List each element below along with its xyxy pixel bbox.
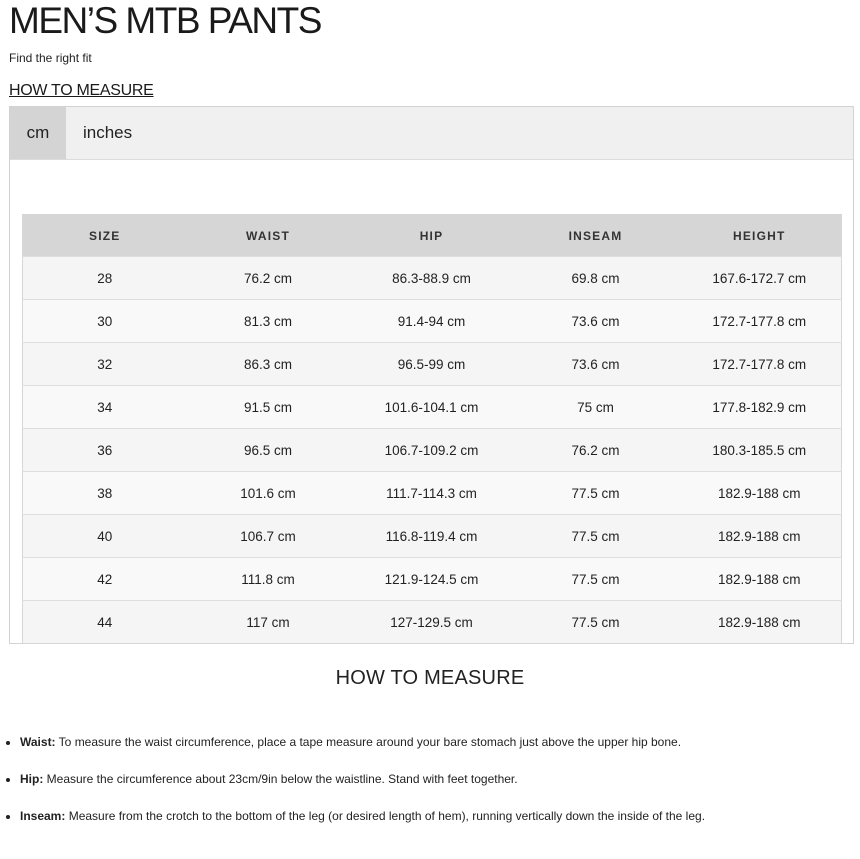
cell-size: 30 bbox=[23, 300, 187, 343]
cell-height: 182.9-188 cm bbox=[678, 558, 842, 601]
table-header-row bbox=[23, 215, 842, 257]
cell-inseam: 76.2 cm bbox=[514, 429, 678, 472]
cell-inseam: 77.5 cm bbox=[514, 472, 678, 515]
size-chart-panel bbox=[9, 106, 854, 644]
table-row bbox=[23, 300, 842, 343]
cell-height: 177.8-182.9 cm bbox=[678, 386, 842, 429]
instruction-inseam bbox=[20, 809, 705, 824]
cell-waist: 76.2 cm bbox=[187, 257, 350, 300]
column-header-hip: HIP bbox=[350, 215, 514, 257]
cell-waist: 117 cm bbox=[187, 601, 350, 644]
cell-inseam: 69.8 cm bbox=[514, 257, 678, 300]
cell-height: 182.9-188 cm bbox=[678, 601, 842, 644]
cell-hip: 127-129.5 cm bbox=[350, 601, 514, 644]
tab-cm[interactable]: cm bbox=[10, 107, 66, 159]
cell-waist: 96.5 cm bbox=[187, 429, 350, 472]
cell-size: 32 bbox=[23, 343, 187, 386]
cell-size: 34 bbox=[23, 386, 187, 429]
cell-hip: 101.6-104.1 cm bbox=[350, 386, 514, 429]
cell-size: 40 bbox=[23, 515, 187, 558]
cell-height: 167.6-172.7 cm bbox=[678, 257, 842, 300]
instruction-hip bbox=[20, 772, 705, 787]
instruction-term: Inseam: bbox=[20, 809, 66, 823]
column-header-height: HEIGHT bbox=[678, 215, 842, 257]
cell-waist: 91.5 cm bbox=[187, 386, 350, 429]
cell-waist: 111.8 cm bbox=[187, 558, 350, 601]
cell-size: 28 bbox=[23, 257, 187, 300]
cell-inseam: 73.6 cm bbox=[514, 343, 678, 386]
cell-hip: 116.8-119.4 cm bbox=[350, 515, 514, 558]
column-header-inseam: INSEAM bbox=[514, 215, 678, 257]
page-subtitle: Find the right fit bbox=[9, 51, 92, 65]
cell-size: 44 bbox=[23, 601, 187, 644]
column-header-waist: WAIST bbox=[187, 215, 350, 257]
instruction-waist bbox=[20, 735, 705, 750]
cell-hip: 86.3-88.9 cm bbox=[350, 257, 514, 300]
table-row bbox=[23, 472, 842, 515]
cell-height: 172.7-177.8 cm bbox=[678, 343, 842, 386]
cell-hip: 96.5-99 cm bbox=[350, 343, 514, 386]
table-row bbox=[23, 343, 842, 386]
instruction-term: Waist: bbox=[20, 735, 56, 749]
cell-height: 180.3-185.5 cm bbox=[678, 429, 842, 472]
cell-size: 36 bbox=[23, 429, 187, 472]
cell-size: 38 bbox=[23, 472, 187, 515]
table-row bbox=[23, 257, 842, 300]
measure-instructions-list bbox=[0, 735, 705, 846]
cell-inseam: 73.6 cm bbox=[514, 300, 678, 343]
size-table bbox=[22, 214, 842, 644]
cell-hip: 111.7-114.3 cm bbox=[350, 472, 514, 515]
table-row bbox=[23, 429, 842, 472]
cell-height: 182.9-188 cm bbox=[678, 472, 842, 515]
table-row bbox=[23, 601, 842, 644]
instruction-text: Measure the circumference about 23cm/9in below the waistline. Stand with feet together. bbox=[43, 772, 518, 786]
cell-waist: 101.6 cm bbox=[187, 472, 350, 515]
table-row bbox=[23, 515, 842, 558]
cell-hip: 121.9-124.5 cm bbox=[350, 558, 514, 601]
cell-inseam: 77.5 cm bbox=[514, 558, 678, 601]
table-row bbox=[23, 386, 842, 429]
instruction-text: To measure the waist circumference, place a tape measure around your bare stomach just above the upper hip bone. bbox=[55, 735, 682, 749]
table-row bbox=[23, 558, 842, 601]
unit-tabs bbox=[10, 107, 853, 160]
cell-waist: 81.3 cm bbox=[187, 300, 350, 343]
cell-inseam: 77.5 cm bbox=[514, 515, 678, 558]
cell-hip: 106.7-109.2 cm bbox=[350, 429, 514, 472]
column-header-size: SIZE bbox=[23, 215, 187, 257]
cell-waist: 86.3 cm bbox=[187, 343, 350, 386]
cell-height: 182.9-188 cm bbox=[678, 515, 842, 558]
cell-height: 172.7-177.8 cm bbox=[678, 300, 842, 343]
cell-inseam: 75 cm bbox=[514, 386, 678, 429]
instruction-term: Hip: bbox=[20, 772, 44, 786]
page-title: MEN’S MTB PANTS bbox=[9, 0, 321, 41]
how-to-measure-link[interactable]: HOW TO MEASURE bbox=[9, 82, 154, 99]
cell-inseam: 77.5 cm bbox=[514, 601, 678, 644]
how-to-measure-heading: HOW TO MEASURE bbox=[335, 667, 525, 689]
cell-hip: 91.4-94 cm bbox=[350, 300, 514, 343]
cell-size: 42 bbox=[23, 558, 187, 601]
cell-waist: 106.7 cm bbox=[187, 515, 350, 558]
tab-inches[interactable]: inches bbox=[83, 123, 133, 142]
instruction-text: Measure from the crotch to the bottom of the leg (or desired length of hem), running vertically down the inside of the leg. bbox=[65, 809, 706, 823]
